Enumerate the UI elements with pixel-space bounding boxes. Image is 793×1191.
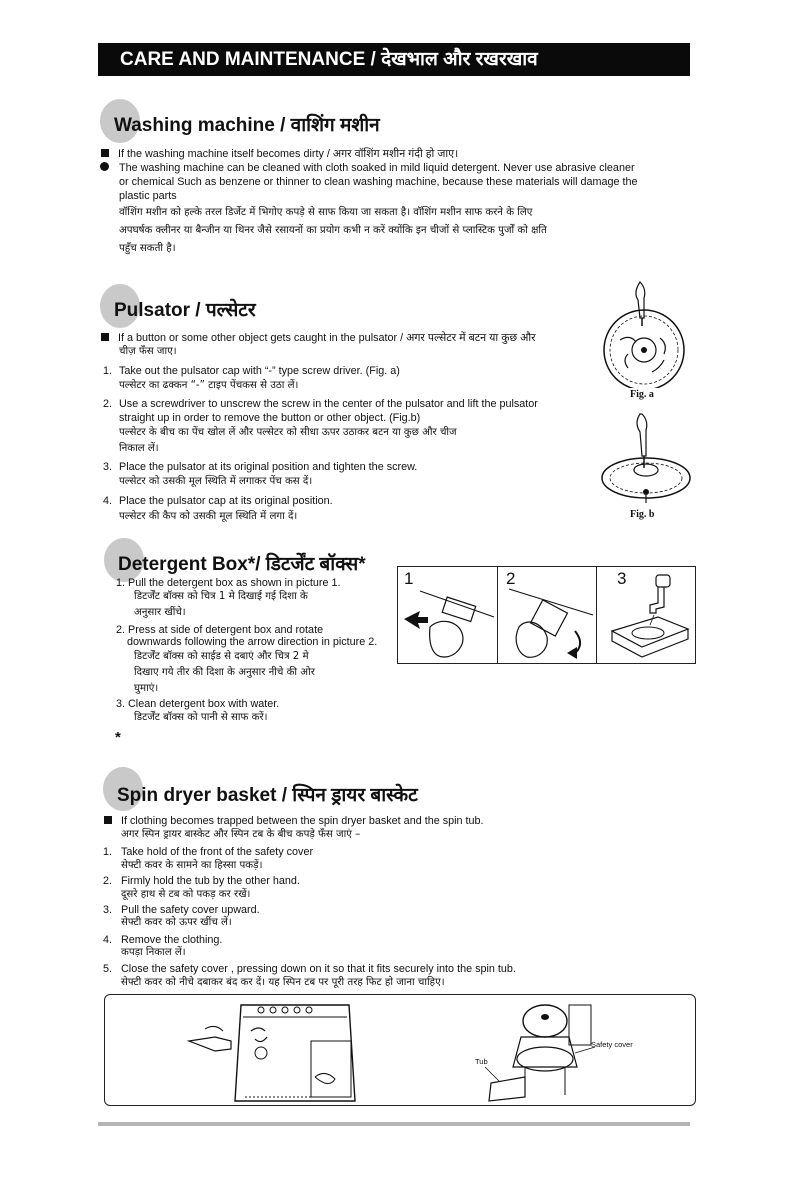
page-title: CARE AND MAINTENANCE / देखभाल और रखरखाव — [120, 49, 538, 70]
detergent-step2-en1: 2. Press at side of detergent box and rotate — [116, 624, 324, 636]
washing-machine-illustration — [185, 997, 405, 1103]
spin-heading: Spin dryer basket / स्पिन ड्रायर बास्केट — [117, 785, 418, 806]
pulsator-intro-l1: If a button or some other object gets caught in the pulsator / अगर पल्सेटर में बटन या कुछ और — [101, 331, 536, 346]
clean-detergent-box-illustration — [598, 569, 694, 661]
pulsator-step3-hi: पल्सेटर को उसकी मूल स्थिति में लगाकर पेंच कस दें। — [119, 476, 313, 487]
spin-step1-hi: सेफ्टी कवर के सामने का हिस्सा पकड़ें। — [121, 860, 263, 871]
pulsator-step2-en1: Use a screwdriver to unscrew the screw in the center of the pulsator and lift the pulsator — [119, 398, 538, 410]
tub-label: Tub — [475, 1057, 488, 1066]
spin-step5-hi: सेफ्टी कवर को नीचे दबाकर बंद कर दें। यह स्पिन टब पर पूरी तरह फिट हो जाना चाहिए। — [121, 977, 445, 988]
spin-step2-hi: दूसरे हाथ से टब को पकड़ कर रखें। — [121, 889, 251, 900]
spin-step3-en: Pull the safety cover upward. — [121, 904, 260, 916]
detergent-step2-en2: downwards following the arrow direction in picture 2. — [127, 636, 378, 648]
pulsator-step2-hi2: निकाल लें। — [119, 443, 159, 454]
step-number: 1. — [103, 846, 113, 858]
spin-step5-en: Close the safety cover , pressing down on it so that it fits securely into the spin tub. — [121, 963, 516, 975]
pulsator-step2-en2: straight up in order to remove the button or other object. (Fig.b) — [119, 412, 421, 424]
step-number: 2. — [103, 875, 113, 887]
safety-cover-label: Safety cover — [591, 1040, 633, 1049]
picture-number-1: 1 — [404, 569, 414, 588]
detergent-step1-en: 1. Pull the detergent box as shown in picture 1. — [116, 577, 341, 589]
detergent-footnote-star: * — [115, 729, 121, 746]
step-number: 3. — [103, 461, 113, 473]
step-number: 4. — [103, 495, 113, 507]
pulsator-step2-hi1: पल्सेटर के बीच का पेंच खोल लें और पल्सेटर को सीधा ऊपर उठाकर बटन या कुछ और चीज — [119, 427, 457, 438]
step-number: 5. — [103, 963, 113, 975]
spin-step3-hi: सेफ्टी कवर को ऊपर खींच लें। — [121, 917, 232, 928]
safety-cover-illustration — [465, 997, 685, 1103]
washing-bullet-2 — [100, 161, 109, 176]
detergent-step3-hi: डिटर्जेंट बॉक्स को पानी से साफ करें। — [134, 712, 268, 723]
washing-hindi-l3: पहुँच सकती है। — [119, 243, 176, 254]
washing-bullet-1: If the washing machine itself becomes dirty / अगर वॉशिंग मशीन गंदी हो जाए। — [101, 147, 458, 162]
spin-step4-en: Remove the clothing. — [121, 934, 223, 946]
picture-number-3: 3 — [617, 569, 627, 588]
washing-text-l1: The washing machine can be cleaned with cloth soaked in mild liquid detergent. Never use abrasive cleaner — [119, 162, 635, 174]
pulsator-heading: Pulsator / पल्सेटर — [114, 300, 256, 321]
pulsator-step1-hi: पल्सेटर का ढक्कन “-” टाइप पेंचकस से उठा लें। — [119, 380, 299, 391]
washing-heading: Washing machine / वाशिंग मशीन — [114, 115, 380, 136]
spin-intro-en: If clothing becomes trapped between the spin dryer basket and the spin tub. — [104, 814, 484, 829]
picture-number-2: 2 — [506, 569, 516, 588]
washing-hindi-l2: अपघर्षक क्लीनर या बैन्जीन या थिनर जैसे रसायनों का प्रयोग कभी न करें क्योंकि इन चीजों से प्लास्टिक पुर्जों को क्षति — [119, 225, 547, 236]
pulsator-fig-b-illustration — [600, 410, 695, 510]
square-bullet-icon — [104, 816, 112, 824]
round-bullet-icon — [100, 162, 109, 171]
spin-intro-hi: अगर स्पिन ड्रायर बास्केट और स्पिन टब के बीच कपड़े फँस जाएं – — [121, 829, 361, 840]
pulsator-fig-a-illustration — [600, 280, 692, 388]
pulsator-step4-hi: पल्सेटर की कैप को उसकी मूल स्थिति में लगा दें। — [119, 511, 298, 522]
washing-text-l2: or chemical Such as benzene or thinner to clean washing machine, because these materials will damage the — [119, 176, 638, 188]
detergent-picture-panel — [397, 566, 696, 664]
page-title-banner — [98, 43, 690, 76]
detergent-step2-hi1: डिटर्जेंट बॉक्स को साईड से दबाएं और चित्र 2 मे — [134, 651, 309, 662]
pull-detergent-box-illustration — [400, 587, 496, 661]
detergent-step2-hi2: दिखाए गये तीर की दिशा के अनुसार नीचे की ओर — [134, 667, 315, 678]
spin-step1-en: Take hold of the front of the safety cover — [121, 846, 314, 858]
pulsator-intro-l2: चीज़ फँस जाए। — [119, 346, 177, 357]
square-bullet-icon — [101, 333, 109, 341]
step-number: 3. — [103, 904, 113, 916]
footer-rule — [98, 1122, 690, 1126]
step-number: 2. — [103, 398, 113, 410]
detergent-step3-en: 3. Clean detergent box with water. — [116, 698, 280, 710]
detergent-step1-hi2: अनुसार खींचे। — [134, 607, 186, 618]
step-number: 1. — [103, 365, 113, 377]
detergent-heading: Detergent Box*/ डिटर्जेंट बॉक्स* — [118, 554, 366, 575]
spin-step4-hi: कपड़ा निकाल लें। — [121, 947, 186, 958]
spin-step2-en: Firmly hold the tub by the other hand. — [121, 875, 300, 887]
fig-b-label: Fig. b — [630, 509, 655, 520]
detergent-step1-hi1: डिटर्जेंट बॉक्स को चित्र 1 मे दिखाई गई दिशा के — [134, 591, 308, 602]
rotate-detergent-box-illustration — [499, 587, 595, 661]
pulsator-step4-en: Place the pulsator cap at its original position. — [119, 495, 333, 507]
detergent-step2-hi3: घुमाएं। — [134, 683, 159, 694]
square-bullet-icon — [101, 149, 109, 157]
pulsator-step3-en: Place the pulsator at its original position and tighten the screw. — [119, 461, 418, 473]
washing-text-l3: plastic parts — [119, 190, 177, 202]
washing-hindi-l1: वॉशिंग मशीन को हल्के तरल डिर्जेट में भिगोए कपड़े से साफ किया जा सकता है। वॉशिंग मशीन साफ करने के लिए — [119, 207, 533, 218]
step-number: 4. — [103, 934, 113, 946]
fig-a-label: Fig. a — [630, 389, 654, 400]
spin-picture-panel — [104, 994, 696, 1106]
pulsator-step1-en: Take out the pulsator cap with “-” type screw driver. (Fig. a) — [119, 365, 400, 377]
